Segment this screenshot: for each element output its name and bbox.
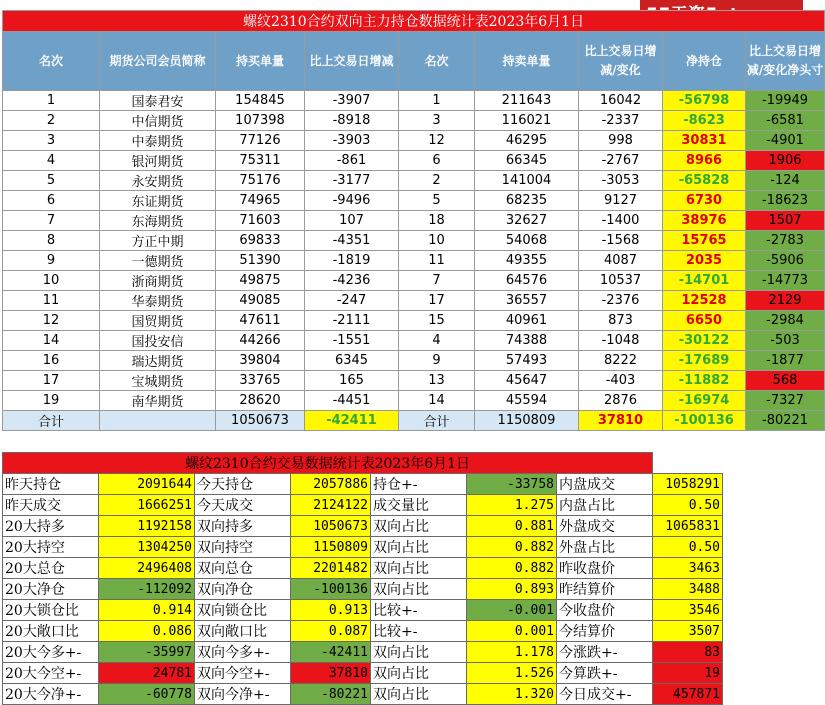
column-header: 比上交易日增减 bbox=[305, 32, 399, 91]
trade-label: 20大净仓 bbox=[3, 579, 99, 600]
trade-label: 成交量比 bbox=[371, 495, 467, 516]
cell-net: -11882 bbox=[663, 371, 746, 391]
trade-label: 双向今净+- bbox=[195, 684, 291, 705]
trade-label: 昨天成交 bbox=[3, 495, 99, 516]
cell-rank: 19 bbox=[3, 391, 100, 411]
trade-value: 2091644 bbox=[99, 474, 195, 495]
cell-net: -14701 bbox=[663, 271, 746, 291]
trade-value: 0.882 bbox=[467, 537, 557, 558]
trade-table-title: 螺纹2310合约交易数据统计表2023年6月1日 bbox=[3, 453, 653, 474]
cell-sell: 57493 bbox=[475, 351, 579, 371]
cell-buy: 47611 bbox=[216, 311, 305, 331]
trade-label: 双向持空 bbox=[195, 537, 291, 558]
trade-label: 双向持多 bbox=[195, 516, 291, 537]
total-net: -100136 bbox=[663, 411, 746, 431]
cell-sell-chg: 8222 bbox=[579, 351, 663, 371]
trade-value: 1150809 bbox=[291, 537, 371, 558]
cell-sell-rank: 2 bbox=[399, 171, 475, 191]
trade-value: 3463 bbox=[653, 558, 723, 579]
title-blank bbox=[653, 453, 723, 474]
cell-buy-chg: 107 bbox=[305, 211, 399, 231]
trade-value: 0.50 bbox=[653, 537, 723, 558]
cell-buy-chg: -1551 bbox=[305, 331, 399, 351]
table-row bbox=[3, 91, 825, 111]
trade-label: 20大锁仓比 bbox=[3, 600, 99, 621]
cell-net-chg: 568 bbox=[746, 371, 825, 391]
table-row bbox=[3, 111, 825, 131]
position-table bbox=[2, 10, 825, 431]
cell-sell-rank: 15 bbox=[399, 311, 475, 331]
cell-company: 东证期货 bbox=[100, 191, 216, 211]
table-row bbox=[3, 171, 825, 191]
cell-rank: 7 bbox=[3, 211, 100, 231]
column-header: 名次 bbox=[399, 32, 475, 91]
trade-value: 0.881 bbox=[467, 516, 557, 537]
trade-label: 20大今多+- bbox=[3, 642, 99, 663]
cell-company: 国贸期货 bbox=[100, 311, 216, 331]
cell-net-chg: -19949 bbox=[746, 91, 825, 111]
cell-rank: 9 bbox=[3, 251, 100, 271]
table-row bbox=[3, 391, 825, 411]
trade-value: 457871 bbox=[653, 684, 723, 705]
cell-sell-chg: 16042 bbox=[579, 91, 663, 111]
cell-company: 宝城期货 bbox=[100, 371, 216, 391]
trade-label: 双向占比 bbox=[371, 663, 467, 684]
cell-sell: 54068 bbox=[475, 231, 579, 251]
trade-label: 内盘占比 bbox=[557, 495, 653, 516]
cell-buy-chg: -9496 bbox=[305, 191, 399, 211]
cell-sell-rank: 4 bbox=[399, 331, 475, 351]
cell-net: 6730 bbox=[663, 191, 746, 211]
trade-label: 内盘成交 bbox=[557, 474, 653, 495]
cell-buy: 49875 bbox=[216, 271, 305, 291]
trade-value: -60778 bbox=[99, 684, 195, 705]
cell-sell: 74388 bbox=[475, 331, 579, 351]
trade-value: 0.086 bbox=[99, 621, 195, 642]
table-row bbox=[3, 151, 825, 171]
cell-buy-chg: -4236 bbox=[305, 271, 399, 291]
cell-company: 永安期货 bbox=[100, 171, 216, 191]
trade-value: -80221 bbox=[291, 684, 371, 705]
trade-label: 比较+- bbox=[371, 621, 467, 642]
cell-sell-chg: -1400 bbox=[579, 211, 663, 231]
cell-sell: 45594 bbox=[475, 391, 579, 411]
cell-sell-chg: 4087 bbox=[579, 251, 663, 271]
cell-buy: 44266 bbox=[216, 331, 305, 351]
position-table-title: 螺纹2310合约双向主力持仓数据统计表2023年6月1日 bbox=[3, 11, 825, 32]
column-header: 比上交易日增减/变化净头寸 bbox=[746, 32, 825, 91]
trade-value: 1666251 bbox=[99, 495, 195, 516]
column-header: 期货公司会员简称 bbox=[100, 32, 216, 91]
trade-value: 0.893 bbox=[467, 579, 557, 600]
trade-value: 3488 bbox=[653, 579, 723, 600]
cell-sell: 36557 bbox=[475, 291, 579, 311]
total-row bbox=[3, 411, 825, 431]
trade-label: 双向占比 bbox=[371, 537, 467, 558]
cell-sell-rank: 12 bbox=[399, 131, 475, 151]
cell-net: -65828 bbox=[663, 171, 746, 191]
cell-rank: 11 bbox=[3, 291, 100, 311]
trade-value: 1.526 bbox=[467, 663, 557, 684]
cell-net: -56798 bbox=[663, 91, 746, 111]
cell-rank: 8 bbox=[3, 231, 100, 251]
cell-sell: 66345 bbox=[475, 151, 579, 171]
cell-net-chg: -2783 bbox=[746, 231, 825, 251]
cell-rank: 16 bbox=[3, 351, 100, 371]
trade-row bbox=[3, 600, 723, 621]
cell-rank: 10 bbox=[3, 271, 100, 291]
cell-sell-rank: 14 bbox=[399, 391, 475, 411]
cell-net-chg: -6581 bbox=[746, 111, 825, 131]
trade-value: 1.178 bbox=[467, 642, 557, 663]
cell-buy-chg: -3907 bbox=[305, 91, 399, 111]
cell-sell: 49355 bbox=[475, 251, 579, 271]
cell-company: 浙商期货 bbox=[100, 271, 216, 291]
cell-buy-chg: -861 bbox=[305, 151, 399, 171]
trade-label: 双向总仓 bbox=[195, 558, 291, 579]
cell-net: 8966 bbox=[663, 151, 746, 171]
table-row bbox=[3, 331, 825, 351]
trade-row bbox=[3, 537, 723, 558]
cell-buy: 51390 bbox=[216, 251, 305, 271]
trade-value: -35997 bbox=[99, 642, 195, 663]
cell-rank: 1 bbox=[3, 91, 100, 111]
trade-value: 1.320 bbox=[467, 684, 557, 705]
trade-value: 2124122 bbox=[291, 495, 371, 516]
trade-value: -0.001 bbox=[467, 600, 557, 621]
cell-buy: 75176 bbox=[216, 171, 305, 191]
cell-sell: 141004 bbox=[475, 171, 579, 191]
cell-sell: 68235 bbox=[475, 191, 579, 211]
trade-value: 24781 bbox=[99, 663, 195, 684]
cell-sell-chg: 873 bbox=[579, 311, 663, 331]
cell-buy: 69833 bbox=[216, 231, 305, 251]
cell-sell: 32627 bbox=[475, 211, 579, 231]
trade-label: 今算跌+- bbox=[557, 663, 653, 684]
trade-label: 比较+- bbox=[371, 600, 467, 621]
cell-sell-chg: 9127 bbox=[579, 191, 663, 211]
cell-rank: 14 bbox=[3, 331, 100, 351]
cell-company: 华泰期货 bbox=[100, 291, 216, 311]
cell-sell-rank: 7 bbox=[399, 271, 475, 291]
trade-value: 0.50 bbox=[653, 495, 723, 516]
total-company bbox=[100, 411, 216, 431]
trade-label: 外盘成交 bbox=[557, 516, 653, 537]
trade-value: 1192158 bbox=[99, 516, 195, 537]
trade-value: 3546 bbox=[653, 600, 723, 621]
cell-buy: 49085 bbox=[216, 291, 305, 311]
cell-buy-chg: -4451 bbox=[305, 391, 399, 411]
trade-value: 2057886 bbox=[291, 474, 371, 495]
table-row bbox=[3, 251, 825, 271]
trade-label: 20大今空+- bbox=[3, 663, 99, 684]
cell-company: 方正中期 bbox=[100, 231, 216, 251]
cell-buy-chg: -3903 bbox=[305, 131, 399, 151]
cell-buy: 154845 bbox=[216, 91, 305, 111]
cell-sell-chg: -3053 bbox=[579, 171, 663, 191]
cell-sell-chg: 10537 bbox=[579, 271, 663, 291]
trade-row bbox=[3, 474, 723, 495]
trade-label: 昨天持仓 bbox=[3, 474, 99, 495]
cell-net-chg: -4901 bbox=[746, 131, 825, 151]
trade-label: 今结算价 bbox=[557, 621, 653, 642]
trade-label: 双向今空+- bbox=[195, 663, 291, 684]
cell-net-chg: 1906 bbox=[746, 151, 825, 171]
cell-net-chg: -5906 bbox=[746, 251, 825, 271]
trade-value: -100136 bbox=[291, 579, 371, 600]
trade-label: 今涨跌+- bbox=[557, 642, 653, 663]
column-header: 持买单量 bbox=[216, 32, 305, 91]
cell-net: 6650 bbox=[663, 311, 746, 331]
column-header: 净持仓 bbox=[663, 32, 746, 91]
cell-net: 38976 bbox=[663, 211, 746, 231]
cell-rank: 6 bbox=[3, 191, 100, 211]
cell-rank: 4 bbox=[3, 151, 100, 171]
cell-net-chg: -503 bbox=[746, 331, 825, 351]
trade-row bbox=[3, 663, 723, 684]
cell-sell-rank: 17 bbox=[399, 291, 475, 311]
trade-row bbox=[3, 558, 723, 579]
cell-net-chg: 2129 bbox=[746, 291, 825, 311]
table-row bbox=[3, 291, 825, 311]
trade-label: 20大敞口比 bbox=[3, 621, 99, 642]
cell-buy-chg: -4351 bbox=[305, 231, 399, 251]
cell-company: 国泰君安 bbox=[100, 91, 216, 111]
cell-net-chg: -124 bbox=[746, 171, 825, 191]
trade-row bbox=[3, 516, 723, 537]
cell-sell-chg: 998 bbox=[579, 131, 663, 151]
cell-sell-rank: 9 bbox=[399, 351, 475, 371]
trade-value: 83 bbox=[653, 642, 723, 663]
cell-rank: 2 bbox=[3, 111, 100, 131]
cell-buy-chg: 165 bbox=[305, 371, 399, 391]
trade-label: 双向占比 bbox=[371, 516, 467, 537]
cell-sell-rank: 5 bbox=[399, 191, 475, 211]
cell-net: 15765 bbox=[663, 231, 746, 251]
cell-rank: 12 bbox=[3, 311, 100, 331]
cell-sell-chg: -2376 bbox=[579, 291, 663, 311]
cell-buy: 77126 bbox=[216, 131, 305, 151]
cell-buy-chg: -3177 bbox=[305, 171, 399, 191]
cell-company: 一德期货 bbox=[100, 251, 216, 271]
trade-value: 0.913 bbox=[291, 600, 371, 621]
cell-buy: 39804 bbox=[216, 351, 305, 371]
trade-value: -33758 bbox=[467, 474, 557, 495]
cell-buy-chg: -1819 bbox=[305, 251, 399, 271]
cell-net: -8623 bbox=[663, 111, 746, 131]
trade-value: 0.882 bbox=[467, 558, 557, 579]
cell-sell-chg: -403 bbox=[579, 371, 663, 391]
trade-label: 双向占比 bbox=[371, 684, 467, 705]
cell-buy-chg: -8918 bbox=[305, 111, 399, 131]
cell-company: 南华期货 bbox=[100, 391, 216, 411]
cell-sell: 45647 bbox=[475, 371, 579, 391]
cell-sell-rank: 11 bbox=[399, 251, 475, 271]
cell-buy: 28620 bbox=[216, 391, 305, 411]
trade-value: 1065831 bbox=[653, 516, 723, 537]
trade-value: 3507 bbox=[653, 621, 723, 642]
cell-buy-chg: 6345 bbox=[305, 351, 399, 371]
total-sell: 1150809 bbox=[475, 411, 579, 431]
trade-value: 19 bbox=[653, 663, 723, 684]
total-sell-chg: 37810 bbox=[579, 411, 663, 431]
trade-value: -42411 bbox=[291, 642, 371, 663]
table-row bbox=[3, 131, 825, 151]
cell-buy: 75311 bbox=[216, 151, 305, 171]
table-row bbox=[3, 371, 825, 391]
cell-rank: 5 bbox=[3, 171, 100, 191]
cell-sell-rank: 13 bbox=[399, 371, 475, 391]
cell-net: 12528 bbox=[663, 291, 746, 311]
trade-row bbox=[3, 684, 723, 705]
cell-net: 30831 bbox=[663, 131, 746, 151]
trade-label: 20大持多 bbox=[3, 516, 99, 537]
total-buy: 1050673 bbox=[216, 411, 305, 431]
trade-label: 昨收盘价 bbox=[557, 558, 653, 579]
trade-label: 今日成交+- bbox=[557, 684, 653, 705]
trade-value: 1304250 bbox=[99, 537, 195, 558]
trade-value: 1058291 bbox=[653, 474, 723, 495]
trade-label: 今收盘价 bbox=[557, 600, 653, 621]
trade-value: 0.087 bbox=[291, 621, 371, 642]
cell-sell-rank: 3 bbox=[399, 111, 475, 131]
cell-net-chg: -7327 bbox=[746, 391, 825, 411]
trade-label: 20大持空 bbox=[3, 537, 99, 558]
total-buy-chg: -42411 bbox=[305, 411, 399, 431]
trade-label: 双向占比 bbox=[371, 558, 467, 579]
table-row bbox=[3, 231, 825, 251]
cell-sell-chg: -2337 bbox=[579, 111, 663, 131]
trade-row bbox=[3, 579, 723, 600]
cell-buy: 33765 bbox=[216, 371, 305, 391]
total-sell-label: 合计 bbox=[399, 411, 475, 431]
trade-value: 2496408 bbox=[99, 558, 195, 579]
table-row bbox=[3, 211, 825, 231]
trade-label: 今天持仓 bbox=[195, 474, 291, 495]
cell-buy: 74965 bbox=[216, 191, 305, 211]
cell-buy-chg: -2111 bbox=[305, 311, 399, 331]
cell-company: 中信期货 bbox=[100, 111, 216, 131]
trade-value: -112092 bbox=[99, 579, 195, 600]
cell-sell: 46295 bbox=[475, 131, 579, 151]
trade-label: 今天成交 bbox=[195, 495, 291, 516]
total-label: 合计 bbox=[3, 411, 100, 431]
trade-label: 双向占比 bbox=[371, 642, 467, 663]
trade-value: 0.001 bbox=[467, 621, 557, 642]
cell-net: -17689 bbox=[663, 351, 746, 371]
cell-net: 2035 bbox=[663, 251, 746, 271]
table-row bbox=[3, 191, 825, 211]
table-row bbox=[3, 311, 825, 331]
cell-net: -16974 bbox=[663, 391, 746, 411]
trade-label: 双向敞口比 bbox=[195, 621, 291, 642]
trade-label: 持仓+- bbox=[371, 474, 467, 495]
trade-row bbox=[3, 621, 723, 642]
trade-value: 1.275 bbox=[467, 495, 557, 516]
trade-label: 双向占比 bbox=[371, 579, 467, 600]
cell-sell-chg: -1568 bbox=[579, 231, 663, 251]
cell-company: 中泰期货 bbox=[100, 131, 216, 151]
column-header: 名次 bbox=[3, 32, 100, 91]
cell-net-chg: -2984 bbox=[746, 311, 825, 331]
cell-sell-rank: 18 bbox=[399, 211, 475, 231]
cell-company: 国投安信 bbox=[100, 331, 216, 351]
column-header: 持卖单量 bbox=[475, 32, 579, 91]
cell-rank: 17 bbox=[3, 371, 100, 391]
total-net-chg: -80221 bbox=[746, 411, 825, 431]
cell-buy: 71603 bbox=[216, 211, 305, 231]
cell-sell-rank: 6 bbox=[399, 151, 475, 171]
column-header: 比上交易日增减/变化 bbox=[579, 32, 663, 91]
cell-company: 银河期货 bbox=[100, 151, 216, 171]
trade-label: 20大总仓 bbox=[3, 558, 99, 579]
table-row bbox=[3, 351, 825, 371]
cell-sell: 116021 bbox=[475, 111, 579, 131]
cell-net-chg: -14773 bbox=[746, 271, 825, 291]
cell-net: -30122 bbox=[663, 331, 746, 351]
trade-table bbox=[2, 452, 723, 705]
trade-label: 昨结算价 bbox=[557, 579, 653, 600]
trade-value: 37810 bbox=[291, 663, 371, 684]
cell-sell-chg: -1048 bbox=[579, 331, 663, 351]
table-row bbox=[3, 271, 825, 291]
trade-label: 20大今净+- bbox=[3, 684, 99, 705]
cell-sell: 211643 bbox=[475, 91, 579, 111]
cell-net-chg: -1877 bbox=[746, 351, 825, 371]
trade-value: 0.914 bbox=[99, 600, 195, 621]
trade-label: 双向锁仓比 bbox=[195, 600, 291, 621]
cell-sell-rank: 1 bbox=[399, 91, 475, 111]
trade-label: 双向今多+- bbox=[195, 642, 291, 663]
trade-value: 2201482 bbox=[291, 558, 371, 579]
trade-value: 1050673 bbox=[291, 516, 371, 537]
cell-rank: 3 bbox=[3, 131, 100, 151]
cell-company: 瑞达期货 bbox=[100, 351, 216, 371]
cell-net-chg: -18623 bbox=[746, 191, 825, 211]
trade-row bbox=[3, 495, 723, 516]
trade-label: 外盘占比 bbox=[557, 537, 653, 558]
cell-sell: 40961 bbox=[475, 311, 579, 331]
cell-sell-chg: 2876 bbox=[579, 391, 663, 411]
cell-company: 东海期货 bbox=[100, 211, 216, 231]
cell-buy: 107398 bbox=[216, 111, 305, 131]
cell-buy-chg: -247 bbox=[305, 291, 399, 311]
cell-sell-rank: 10 bbox=[399, 231, 475, 251]
trade-label: 双向净仓 bbox=[195, 579, 291, 600]
trade-row bbox=[3, 642, 723, 663]
cell-sell: 64576 bbox=[475, 271, 579, 291]
cell-net-chg: 1507 bbox=[746, 211, 825, 231]
cell-sell-chg: -2767 bbox=[579, 151, 663, 171]
